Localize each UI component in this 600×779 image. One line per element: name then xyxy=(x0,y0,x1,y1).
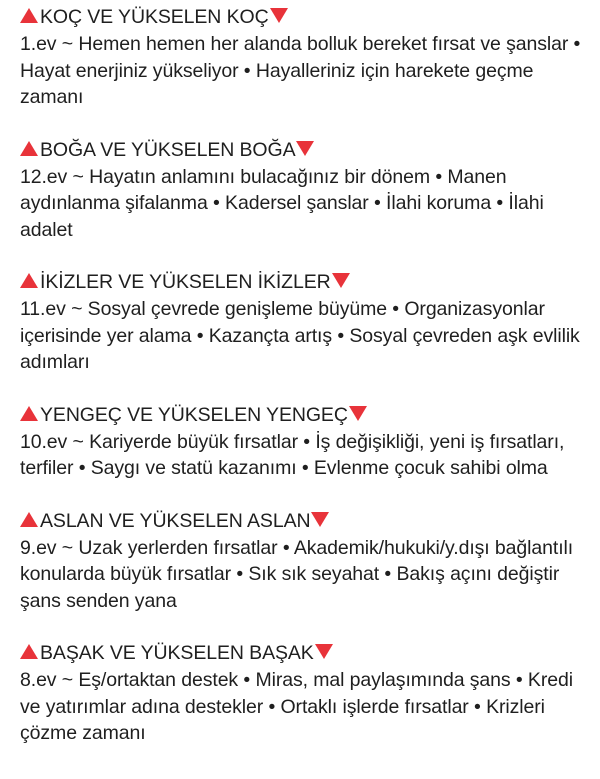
sign-description: 12.ev ~ Hayatın anlamını bulacağınız bir dönem • Manen aydınlanma şifalanma • Kadersel şanslar • İlahi koruma • İlahi adalet xyxy=(20,165,544,241)
red-down-triangle-icon xyxy=(311,512,329,527)
horoscope-post xyxy=(20,4,592,773)
sign-title xyxy=(20,4,592,31)
red-up-triangle-icon xyxy=(20,8,38,23)
red-up-triangle-icon xyxy=(20,273,38,288)
red-down-triangle-icon xyxy=(270,8,288,23)
sign-title-text: KOÇ VE YÜKSELEN KOÇ xyxy=(40,6,269,28)
red-up-triangle-icon xyxy=(20,512,38,527)
sign-title xyxy=(20,402,592,429)
sign-block-basak xyxy=(20,640,592,747)
sign-description: 8.ev ~ Eş/ortaktan destek • Miras, mal paylaşımında şans • Kredi ve yatırımlar adına destekler • Ortaklı işlerde fırsatlar • Krizleri çözme zamanı xyxy=(20,669,573,744)
sign-title xyxy=(20,508,592,535)
red-down-triangle-icon xyxy=(315,644,333,659)
sign-description: 1.ev ~ Hemen hemen her alanda bolluk bereket fırsat ve şanslar • Hayat enerjiniz yükseliyor • Hayalleriniz için harekete geçme zamanı xyxy=(20,33,581,108)
red-down-triangle-icon xyxy=(349,406,367,421)
sign-description: 9.ev ~ Uzak yerlerden fırsatlar • Akademik/hukuki/y.dışı bağlantılı konularda büyük fırsatlar • Sık sık seyahat • Bakış açını değiştir şans senden yana xyxy=(20,536,574,612)
red-up-triangle-icon xyxy=(20,406,38,421)
sign-title-text: BAŞAK VE YÜKSELEN BAŞAK xyxy=(40,642,314,664)
sign-title xyxy=(20,137,592,164)
red-down-triangle-icon xyxy=(296,141,314,156)
sign-description: 10.ev ~ Kariyerde büyük fırsatlar • İş değişikliği, yeni iş fırsatları, terfiler • Saygı ve statü kazanımı • Evlenme çocuk sahibi olma xyxy=(20,430,565,479)
sign-block-yengec xyxy=(20,402,592,482)
sign-block-ikizler xyxy=(20,269,592,376)
sign-title xyxy=(20,269,592,296)
sign-title-text: İKİZLER VE YÜKSELEN İKİZLER xyxy=(40,271,331,293)
sign-title xyxy=(20,640,592,667)
sign-title-text: BOĞA VE YÜKSELEN BOĞA xyxy=(40,138,296,161)
red-up-triangle-icon xyxy=(20,141,38,156)
sign-title-text: YENGEÇ VE YÜKSELEN YENGEÇ xyxy=(40,403,348,426)
sign-block-koc xyxy=(20,4,592,111)
sign-title-text: ASLAN VE YÜKSELEN ASLAN xyxy=(40,509,311,532)
red-down-triangle-icon xyxy=(332,273,350,288)
sign-block-boga xyxy=(20,137,592,244)
sign-block-aslan xyxy=(20,508,592,615)
sign-description: 11.ev ~ Sosyal çevrede genişleme büyüme • Organizasyonlar içerisinde yer alama • Kazançta artış • Sosyal çevreden aşk evlilik adımları xyxy=(20,298,580,373)
red-up-triangle-icon xyxy=(20,644,38,659)
